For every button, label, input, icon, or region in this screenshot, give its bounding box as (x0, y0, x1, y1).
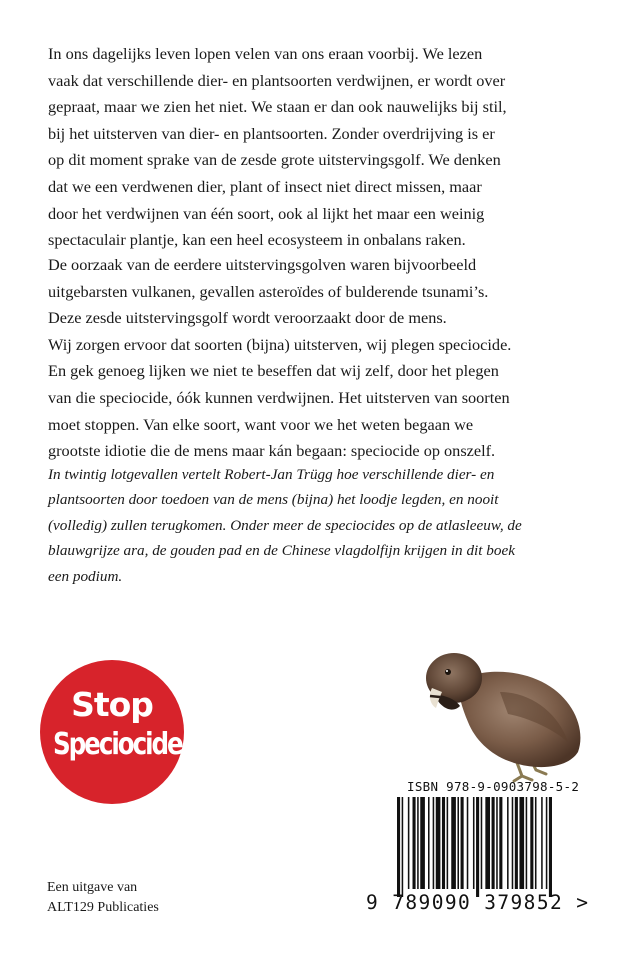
badge-line-stop: Stop (71, 685, 153, 724)
text-line: In ons dagelijks leven lopen velen van ons eraan voorbij. We lezen (48, 44, 483, 63)
barcode-bar (451, 797, 456, 889)
text-line: De oorzaak van de eerdere uitstervingsgolven waren bijvoorbeeld (48, 255, 477, 274)
stop-speciocide-badge (40, 660, 191, 804)
barcode-bar (436, 797, 441, 889)
barcode-bar (507, 797, 509, 889)
text-line: Wij zorgen ervoor dat soorten (bijna) uitsterven, wij plegen speciocide. (48, 334, 512, 354)
barcode-bar (481, 797, 483, 889)
barcode-bar (408, 797, 410, 889)
barcode-bar (467, 797, 469, 889)
publisher-name: ALT129 Publicaties (47, 900, 159, 915)
barcode-bar (417, 797, 419, 889)
text-line: Deze zesde uitstervingsgolf wordt veroorzaakt door de mens. (48, 308, 447, 328)
barcode-digits: 9 789090 379852 > (366, 891, 590, 914)
barcode-bar (476, 797, 479, 897)
barcode-bar (530, 797, 533, 889)
barcode-bar (447, 797, 449, 889)
barcode-bar (473, 797, 475, 889)
barcode-bar (492, 797, 495, 889)
barcode-bar (397, 797, 400, 897)
blurb-line: blauwgrijze ara, de gouden pad en de Chinese vlagdolfijn krijgen in dit boek (48, 542, 515, 560)
barcode-bar (499, 797, 502, 889)
barcode-bar (461, 797, 464, 889)
barcode-bar (541, 797, 543, 889)
bird-illustration (418, 642, 593, 784)
barcode-bar (546, 797, 548, 889)
barcode-bar (519, 797, 524, 889)
text-line: moet stoppen. Van elke soort, want voor we het weten begaan we (48, 414, 474, 434)
barcode-bar (402, 797, 404, 897)
barcode-bar (457, 797, 459, 889)
barcode-bar (549, 797, 552, 897)
text-line: dat we een verdwenen dier, plant of insect niet direct missen, maar (48, 176, 482, 196)
barcode-bar (485, 797, 490, 889)
publisher-credit (47, 878, 159, 918)
barcode-bar (413, 797, 416, 889)
blurb-line: een podium. (48, 567, 123, 585)
text-line: gepraat, maar we zien het niet. We staan er dan ook nauwelijks bij stil, (48, 97, 507, 117)
text-line: En gek genoeg lijken we niet te beseffen dat wij zelf, door het plegen (48, 361, 499, 381)
barcode-bar (535, 797, 537, 889)
isbn-label: ISBN 978-9-0903798-5-2 (407, 779, 580, 794)
blurb-line: In twintig lotgevallen vertelt Robert-Jan Trügg hoe verschillende dier- en (48, 466, 495, 483)
barcode-bar (515, 797, 518, 889)
text-line: grootste idiotie die de mens maar kán begaan: speciocide op onszelf. (48, 441, 496, 461)
barcode-bar (526, 797, 528, 889)
book-blurb (48, 462, 593, 589)
blurb-line: (volledig) zullen terugkomen. Onder meer de speciocides op de atlasleeuw, de (48, 516, 522, 534)
barcode-bar (512, 797, 514, 889)
barcode-bar (428, 797, 430, 889)
text-line: van die speciocide, óók kunnen verdwijnen. Het uitsterven van soorten (48, 387, 510, 407)
barcode-bar (442, 797, 445, 889)
cause-paragraph (48, 252, 588, 465)
text-line: door het verdwijnen van één soort, ook al lijkt het maar een weinig (48, 203, 485, 223)
barcode-bar (496, 797, 498, 889)
badge-line-speciocide: Speciocide! (52, 727, 191, 762)
text-line: vaak dat verschillende dier- en plantsoorten verdwijnen, er wordt over (48, 70, 506, 90)
text-line: spectaculair plantje, kan een heel ecosysteem in onbalans raken. (48, 230, 466, 250)
barcode-bar (433, 797, 435, 889)
intro-paragraph (48, 41, 588, 254)
text-line: uitgebarsten vulkanen, gevallen asteroïdes of bulderende tsunami’s. (48, 281, 489, 301)
text-line: op dit moment sprake van de zesde grote uitstervingsgolf. We denken (48, 150, 501, 170)
barcode-bar (420, 797, 425, 889)
text-line: bij het uitsterven van dier- en plantsoorten. Zonder overdrijving is er (48, 123, 495, 143)
publisher-line: Een uitgave van (47, 880, 138, 895)
blurb-line: plantsoorten door toedoen van de mens (bijna) het loodje legden, en nooit (48, 491, 499, 509)
barcode (397, 797, 593, 897)
